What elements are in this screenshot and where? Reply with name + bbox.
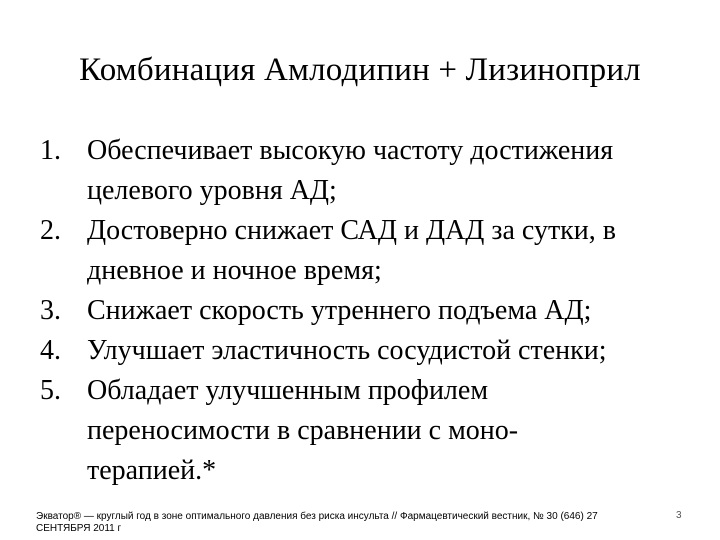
- list-item: [40, 131, 700, 211]
- list-item-number: 5.: [40, 375, 61, 406]
- page-number: 3: [676, 510, 682, 521]
- list-item-text: Достоверно снижает САД и ДАД за сутки, в дневное и ночное время;: [87, 215, 616, 286]
- list-item: [40, 211, 700, 291]
- list-item: [40, 291, 700, 331]
- list-item-number: 2.: [40, 215, 61, 246]
- list-item-text: Снижает скорость утреннего подъема АД;: [87, 295, 592, 326]
- list-item: [40, 331, 700, 371]
- list-item: [40, 371, 700, 491]
- list-item-text: Обладает улучшенным профилем переносимости в сравнении с моно- терапией.*: [87, 375, 519, 486]
- list-item-number: 3.: [40, 295, 61, 326]
- list-item-number: 1.: [40, 135, 61, 166]
- list-item-number: 4.: [40, 335, 61, 366]
- benefits-list: [40, 131, 700, 491]
- source-footnote: Экватор® — круглый год в зоне оптимального давления без риска инсульта // Фармацевтический вестник, № 30 (646) 27 СЕНТЯБРЯ 2011 г: [36, 511, 598, 534]
- list-item-text: Улучшает эластичность сосудистой стенки;: [87, 335, 607, 366]
- list-item-text: Обеспечивает высокую частоту достижения целевого уровня АД;: [87, 135, 614, 206]
- slide-title: Комбинация Амлодипин + Лизиноприл: [79, 52, 641, 88]
